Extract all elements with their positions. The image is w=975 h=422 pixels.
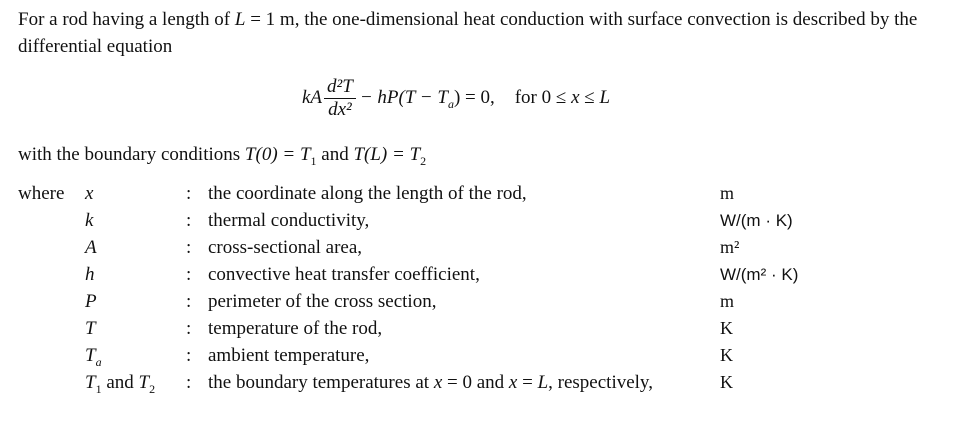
- symbol-t1-base: T: [85, 372, 96, 393]
- differential-equation: [302, 70, 610, 126]
- boundary-subscript-1: 1: [310, 153, 317, 168]
- colon: :: [186, 345, 192, 366]
- definition-row: [18, 234, 968, 261]
- desc-x-var: x: [433, 372, 443, 393]
- definition-description: thermal conductivity,: [208, 210, 370, 231]
- colon: :: [186, 183, 192, 204]
- desc-part-d: , respectively,: [548, 372, 653, 393]
- intro-paragraph: [18, 6, 958, 60]
- boundary-and: and: [316, 144, 354, 165]
- definition-description: perimeter of the cross section,: [208, 291, 437, 312]
- intro-text-1: For a rod having a length of: [18, 9, 235, 30]
- colon: :: [186, 291, 192, 312]
- colon: :: [186, 372, 192, 393]
- definition-unit: W/(m² · K): [720, 265, 799, 284]
- desc-part-c: =: [517, 372, 538, 393]
- definition-row: [18, 180, 968, 207]
- symbol-and: and: [101, 372, 139, 393]
- boundary-text: with the boundary conditions: [18, 144, 245, 165]
- symbol-a: A: [85, 237, 97, 258]
- boundary-subscript-2: 2: [420, 153, 427, 168]
- definition-unit: m²: [720, 237, 740, 257]
- definition-unit: K: [720, 345, 733, 365]
- colon: :: [186, 318, 192, 339]
- domain-suffix: ≤: [579, 87, 600, 108]
- definition-description: ambient temperature,: [208, 345, 370, 366]
- definition-description: [208, 369, 653, 396]
- intro-text-2: = 1 m, the one-dimensional heat conduction with surface convection is described by the differential equation: [18, 9, 918, 57]
- boundary-condition-2: T(L) = T: [353, 144, 421, 165]
- definition-unit: K: [720, 318, 733, 338]
- symbol-t2-base: T: [138, 372, 150, 393]
- symbol-p: P: [85, 291, 97, 312]
- ambient-subscript: a: [447, 96, 454, 111]
- definition-row: [18, 342, 968, 369]
- symbol-x: x: [85, 183, 94, 204]
- definition-description: convective heat transfer coefficient,: [208, 264, 480, 285]
- definition-row: [18, 369, 968, 396]
- definition-description: cross-sectional area,: [208, 237, 363, 258]
- definition-unit: m: [720, 183, 735, 203]
- definition-row: [18, 207, 968, 234]
- equation-convection-term: [360, 87, 495, 109]
- colon: :: [186, 237, 192, 258]
- fraction-denominator: dx²: [328, 98, 352, 120]
- symbol-t2-subscript: 2: [149, 381, 156, 396]
- symbol-ta-subscript: a: [95, 354, 102, 369]
- colon: :: [186, 264, 192, 285]
- definition-unit: K: [720, 372, 733, 392]
- colon: :: [186, 210, 192, 231]
- symbol-ta: [85, 342, 102, 369]
- symbol-t1-t2: [85, 369, 155, 396]
- equation-domain: [515, 87, 610, 109]
- desc-part-a: the boundary temperatures at: [208, 372, 434, 393]
- definition-unit: W/(m · K): [720, 211, 793, 230]
- symbol-h: h: [85, 264, 95, 285]
- definition-row: [18, 261, 968, 288]
- definition-description: the coordinate along the length of the rod,: [208, 183, 527, 204]
- desc-x-var-2: x: [508, 372, 518, 393]
- definition-description: temperature of the rod,: [208, 318, 383, 339]
- symbol-t1-subscript: 1: [95, 381, 102, 396]
- equation-ka: kA: [302, 87, 323, 108]
- definitions-table: [18, 180, 968, 396]
- second-derivative-fraction: [324, 77, 356, 120]
- desc-l-var: L: [537, 372, 549, 393]
- definition-row: [18, 315, 968, 342]
- definition-row: [18, 288, 968, 315]
- desc-part-b: = 0 and: [442, 372, 509, 393]
- fraction-numerator: d²T: [324, 77, 356, 99]
- symbol-k: k: [85, 210, 94, 231]
- boundary-condition-1: T(0) = T: [244, 144, 311, 165]
- boundary-conditions: [18, 143, 426, 167]
- equation-middle: − hP(T − T: [359, 87, 448, 108]
- equation-rhs: ) = 0,: [453, 87, 495, 108]
- domain-variable: x: [571, 87, 580, 108]
- definition-unit: m: [720, 291, 735, 311]
- where-label: where: [18, 183, 65, 204]
- length-symbol: L: [234, 9, 246, 30]
- domain-length: L: [599, 87, 611, 108]
- domain-prefix: for 0 ≤: [514, 87, 572, 108]
- symbol-ta-base: T: [85, 345, 96, 366]
- symbol-t: T: [85, 318, 96, 339]
